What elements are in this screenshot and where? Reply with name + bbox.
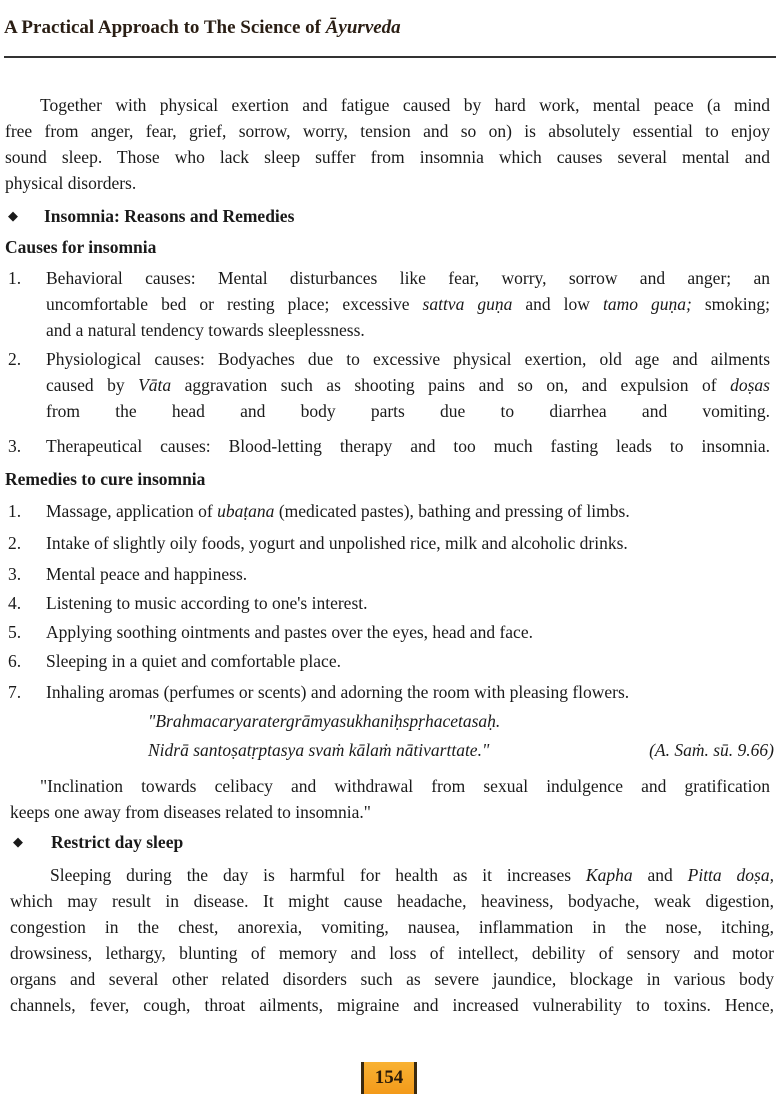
text-line — [46, 561, 770, 587]
text-line — [10, 773, 770, 799]
text-run: drowsiness, lethargy, blunting of memory and loss of intellect, debility of sensory and motor — [10, 943, 774, 963]
text-line — [46, 317, 770, 343]
text-run: Massage, application of — [46, 501, 218, 521]
quote-line: Nidrā santoṣatṛptasya svaṁ kālaṁ nātivarttate." — [148, 740, 490, 760]
text-run: Physiological causes: Bodyaches due to excessive physical exertion, old age and ailments — [46, 349, 770, 369]
text-run: free from anger, fear, grief, sorrow, worry, tension and so on) is absolutely essential to enjoy — [5, 121, 770, 141]
text-line — [5, 118, 770, 144]
list-item-text — [46, 648, 770, 674]
list-item-text — [46, 590, 770, 616]
italic-term: doṣas — [730, 375, 770, 395]
remedies-item-6 — [5, 648, 770, 674]
list-number: 2. — [8, 533, 22, 553]
list-number: 3. — [8, 436, 22, 456]
text-run: Sleeping in a quiet and comfortable place. — [46, 651, 341, 671]
remedies-heading — [5, 466, 770, 492]
header-rule — [4, 56, 776, 58]
page-number: 154 — [361, 1062, 417, 1094]
list-number: 3. — [8, 564, 22, 584]
text-run: Applying soothing ointments and pastes over the eyes, head and face. — [46, 622, 533, 642]
italic-term: tamo guṇa; — [602, 294, 692, 314]
text-line — [46, 398, 770, 424]
text-line — [46, 433, 770, 459]
day-sleep-paragraph — [10, 862, 774, 1018]
remedies-item-3 — [5, 561, 770, 587]
italic-term: Kapha — [585, 865, 633, 885]
section-title: Insomnia: Reasons and Remedies — [44, 206, 295, 226]
text-line — [5, 144, 770, 170]
list-number: 6. — [8, 651, 22, 671]
text-run: and low — [512, 294, 603, 314]
list-item-text — [46, 530, 770, 556]
causes-item-3 — [5, 433, 770, 459]
text-run: and — [632, 865, 688, 885]
text-run: aggravation such as shooting pains and so on, and expulsion of — [171, 375, 731, 395]
list-number: 2. — [8, 349, 22, 369]
text-run: which may result in disease. It might cause headache, heaviness, bodyache, weak digestion, — [10, 891, 774, 911]
text-run: from the head and body parts due to diarrhea and vomiting. — [46, 401, 770, 421]
text-run: channels, fever, cough, throat ailments, migraine and increased vulnerability to toxins. Hence, — [10, 995, 774, 1015]
section-heading-insomnia — [5, 203, 770, 229]
remedies-item-4 — [5, 590, 770, 616]
text-line — [46, 530, 770, 556]
text-run: "Inclination towards celibacy and withdrawal from sexual indulgence and gratification — [40, 776, 770, 796]
text-run: congestion in the chest, anorexia, vomiting, nausea, inflammation in the nose, itching, — [10, 917, 774, 937]
causes-heading — [5, 234, 770, 260]
text-run: Intake of slightly oily foods, yogurt and unpolished rice, milk and alcoholic drinks. — [46, 533, 628, 553]
header-title-italic: Āyurveda — [325, 17, 401, 38]
text-line — [10, 966, 774, 992]
header-title: A Practical Approach to The Science of — [4, 17, 326, 38]
causes-item-1 — [5, 265, 770, 343]
quote-citation: (A. Saṁ. sū. 9.66) — [649, 740, 774, 760]
text-run: Therapeutical causes: Blood-letting therapy and too much fasting leads to insomnia. — [46, 436, 770, 456]
text-run: Inhaling aromas (perfumes or scents) and adorning the room with pleasing flowers. — [46, 682, 630, 702]
text-run: uncomfortable bed or resting place; excessive — [46, 294, 423, 314]
remedies-item-7 — [5, 679, 770, 705]
text-line — [10, 940, 774, 966]
remedies-item-1 — [5, 498, 770, 524]
text-run: physical disorders. — [5, 173, 137, 193]
list-item-text — [46, 561, 770, 587]
text-line — [46, 265, 770, 291]
remedies-title: Remedies to cure insomnia — [5, 469, 206, 489]
text-run: caused by — [46, 375, 139, 395]
causes-item-2 — [5, 346, 770, 424]
bullet-icon: ◆ — [13, 834, 23, 849]
text-run: Together with physical exertion and fatigue caused by hard work, mental peace (a mind — [40, 95, 770, 115]
list-number: 4. — [8, 593, 22, 613]
text-line — [10, 992, 774, 1018]
text-run: Listening to music according to one's interest. — [46, 593, 368, 613]
text-line — [46, 498, 770, 524]
remedies-item-2 — [5, 530, 770, 556]
italic-term: ubaṭana — [217, 501, 275, 521]
list-number: 1. — [8, 268, 22, 288]
text-line — [5, 92, 770, 118]
text-run: and a natural tendency towards sleeplessness. — [46, 320, 365, 340]
text-line — [46, 346, 770, 372]
running-header — [4, 17, 401, 39]
list-item-text — [46, 265, 770, 343]
list-item-text — [46, 498, 770, 524]
text-line — [46, 372, 770, 398]
list-number: 5. — [8, 622, 22, 642]
intro-paragraph — [5, 92, 770, 196]
text-run: organs and several other related disorders such as severe jaundice, blockage in various body — [10, 969, 774, 989]
text-line — [46, 619, 770, 645]
text-line — [10, 914, 774, 940]
text-run: Behavioral causes: Mental disturbances like fear, worry, sorrow and anger; an — [46, 268, 770, 288]
section-title: Restrict day sleep — [51, 832, 184, 852]
text-line — [10, 799, 770, 825]
section-heading-day-sleep — [5, 829, 770, 855]
text-run: (medicated pastes), bathing and pressing of limbs. — [274, 501, 630, 521]
bullet-icon: ◆ — [8, 208, 18, 223]
causes-title: Causes for insomnia — [5, 237, 157, 257]
text-line — [10, 888, 774, 914]
list-item-text — [46, 346, 770, 424]
list-number: 1. — [8, 501, 22, 521]
text-run: keeps one away from diseases related to insomnia." — [10, 802, 371, 822]
italic-term: Vāta — [138, 375, 172, 395]
remedies-item-5 — [5, 619, 770, 645]
list-item-text — [46, 433, 770, 459]
text-line — [46, 679, 770, 705]
list-item-text — [46, 679, 770, 705]
italic-term: sattva guṇa — [422, 294, 513, 314]
text-run: sound sleep. Those who lack sleep suffer from insomnia which causes several mental and — [5, 147, 770, 167]
translation-paragraph — [10, 773, 770, 825]
text-line — [10, 862, 774, 888]
list-item-text — [46, 619, 770, 645]
text-line — [5, 170, 770, 196]
text-run: Sleeping during the day is harmful for health as it increases — [50, 865, 586, 885]
text-line — [46, 648, 770, 674]
text-run: Mental peace and happiness. — [46, 564, 248, 584]
italic-term: Pitta doṣa, — [687, 865, 774, 885]
text-line — [46, 291, 770, 317]
text-run: smoking; — [691, 294, 770, 314]
text-line — [46, 590, 770, 616]
list-number: 7. — [8, 682, 22, 702]
quote-line: "Brahmacaryaratergrāmyasukhaniḥspṛhacetasaḥ. — [148, 711, 501, 731]
